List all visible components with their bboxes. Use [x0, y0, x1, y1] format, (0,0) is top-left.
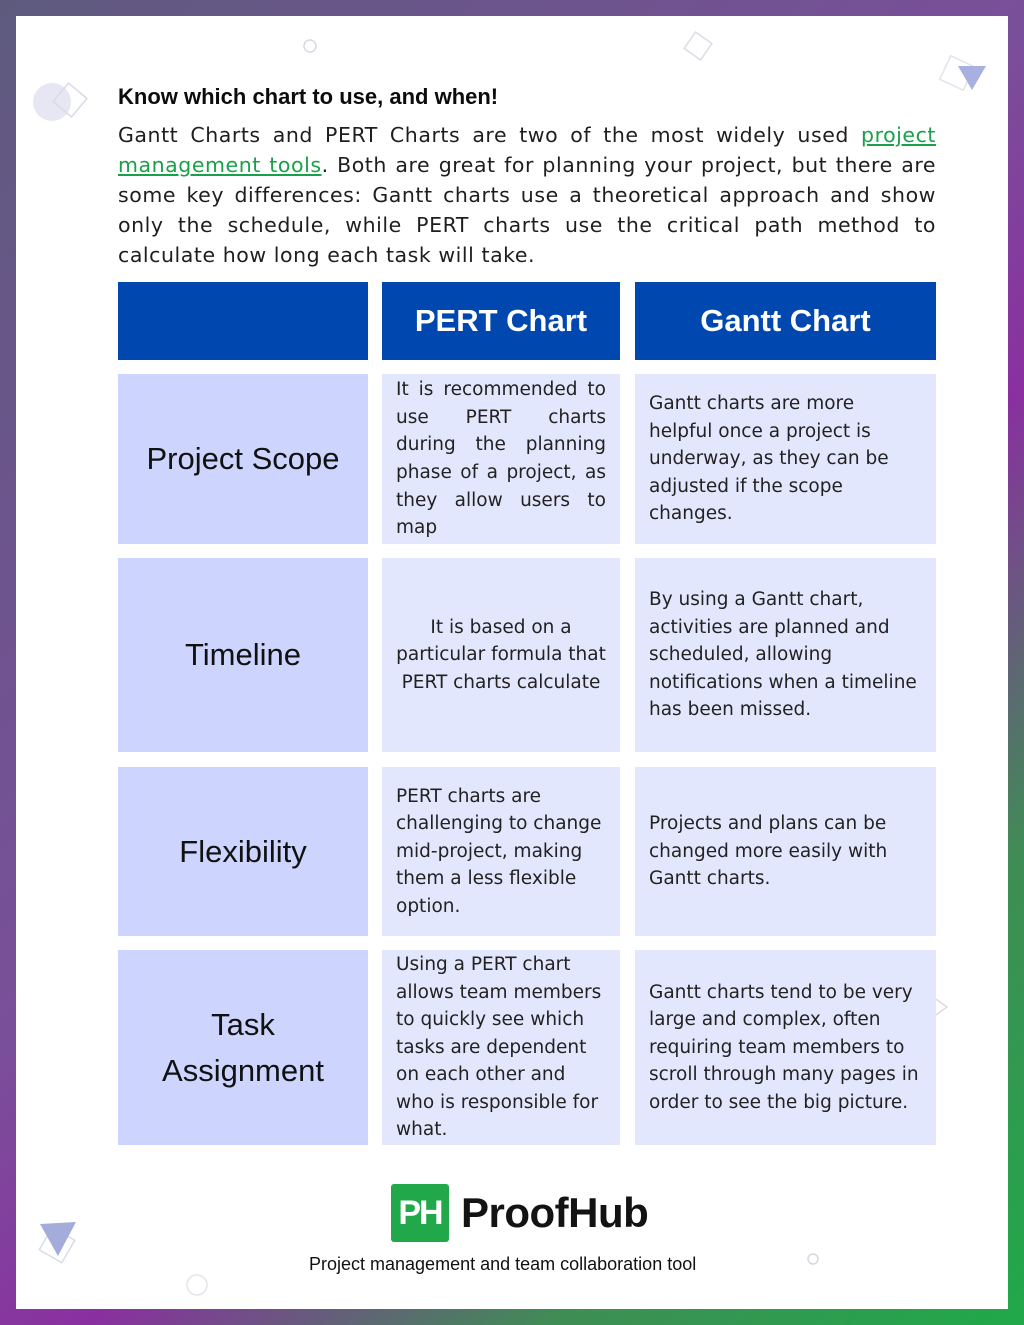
decorative-dot-icon: [806, 1252, 820, 1266]
decorative-triangle-icon: [936, 52, 990, 102]
intro-paragraph: [118, 120, 936, 270]
gantt-cell-task-assignment: Gantt charts tend to be very large and complex, often requiring team members to scroll through many pages in order to see the big picture.: [635, 950, 936, 1145]
intro-text-start: Gantt Charts and PERT Charts are two of the most widely used: [118, 123, 861, 147]
row-label-task-assignment: Task Assignment: [118, 950, 368, 1145]
row-label-project-scope: Project Scope: [118, 374, 368, 544]
decorative-triangle-bottom-icon: [36, 1216, 88, 1272]
page-heading: Know which chart to use, and when!: [118, 84, 499, 109]
row-label-timeline: Timeline: [118, 558, 368, 752]
table-header-empty: [118, 282, 368, 360]
decorative-circle-bottom-icon: [184, 1272, 210, 1298]
gantt-cell-timeline: By using a Gantt chart, activities are planned and scheduled, allowing notifications when a timeline has been missed.: [635, 558, 936, 752]
table-header-pert: PERT Chart: [382, 282, 620, 360]
pert-cell-flexibility: PERT charts are challenging to change mid-project, making them a less flexible option.: [382, 767, 620, 936]
gantt-cell-flexibility: Projects and plans can be changed more easily with Gantt charts.: [635, 767, 936, 936]
decorative-circle-icon: [302, 38, 318, 54]
pert-cell-project-scope: It is recommended to use PERT charts during the planning phase of a project, as they allow users to map: [382, 374, 620, 544]
pert-cell-task-assignment: Using a PERT chart allows team members to quickly see which tasks are dependent on each other and who is responsible for what.: [382, 950, 620, 1145]
proofhub-brand-name: ProofHub: [461, 1189, 649, 1236]
proofhub-logo: [391, 1184, 648, 1242]
pert-cell-timeline: It is based on a particular formula that PERT charts calculate: [382, 558, 620, 752]
intro-text-end: . Both are great for planning your project, but there are some key differences: Gantt charts use a theoretical approach and show only the schedule, while PERT charts use the critical path method to calculate how long each task will take.: [118, 153, 937, 267]
proofhub-logo-mark: PH: [391, 1184, 449, 1242]
table-header-gantt: Gantt Chart: [635, 282, 936, 360]
row-label-flexibility: Flexibility: [118, 767, 368, 936]
document-page: [16, 16, 1008, 1309]
decorative-diamond-icon: [678, 26, 718, 66]
project-management-tools-link[interactable]: project management tools: [118, 123, 936, 177]
decorative-blob-icon: [30, 78, 100, 128]
gantt-cell-project-scope: Gantt charts are more helpful once a project is underway, as they can be adjusted if the scope changes.: [635, 374, 936, 544]
footer-tagline: Project management and team collaboration tool: [309, 1254, 697, 1274]
